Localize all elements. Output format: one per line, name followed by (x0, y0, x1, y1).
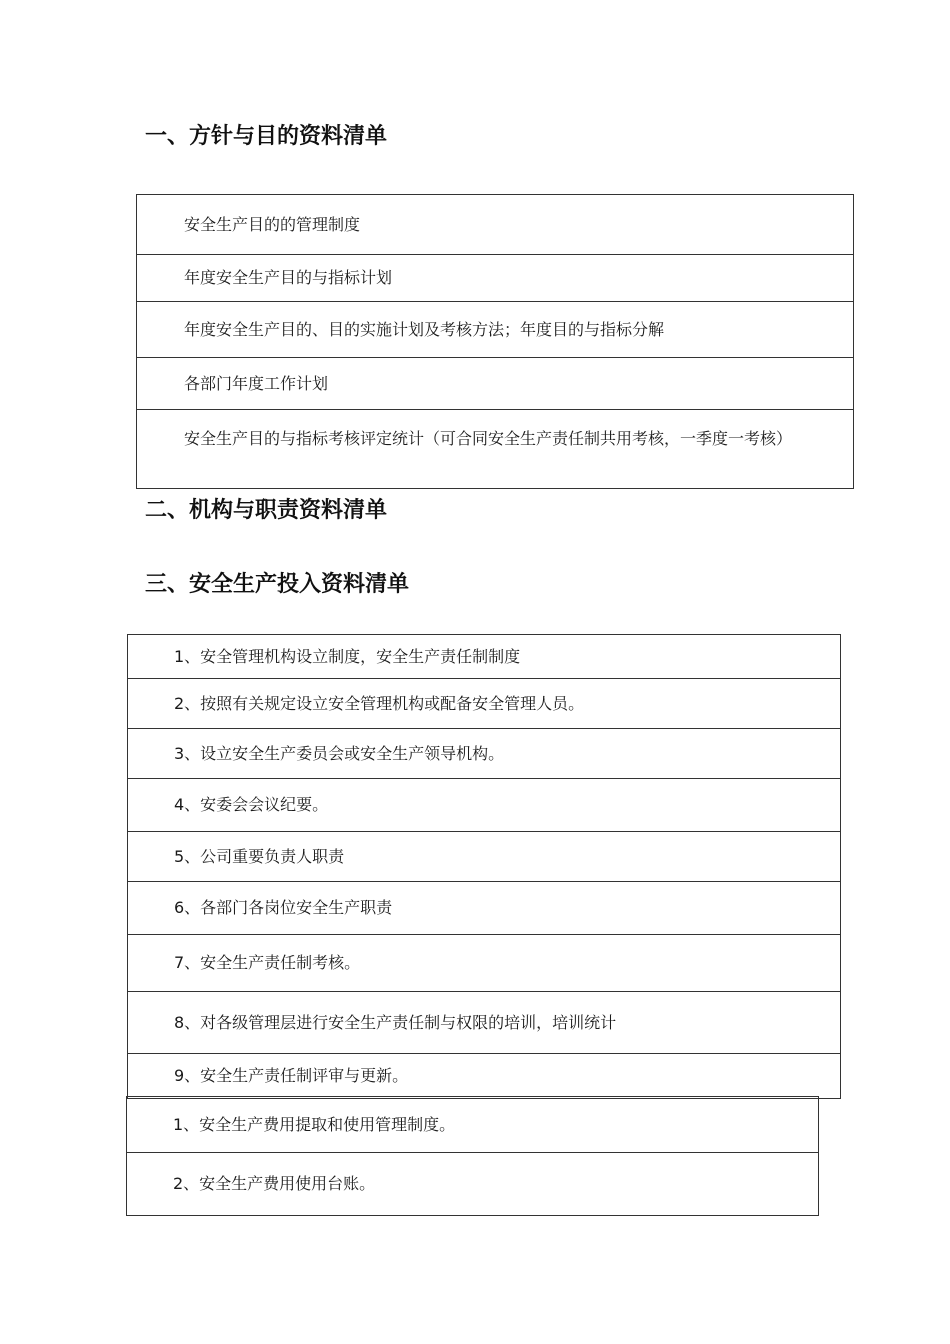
table-row: 8、对各级管理层进行安全生产责任制与权限的培训，培训统计 (128, 992, 840, 1054)
table-row: 2、安全生产费用使用台账。 (173, 1174, 376, 1193)
table-row: 2、按照有关规定设立安全管理机构或配备安全管理人员。 (128, 679, 840, 729)
table-row: 9、安全生产责任制评审与更新。 (174, 1066, 409, 1085)
table-row: 年度安全生产目的与指标计划 (137, 255, 853, 302)
table-row: 1、安全生产费用提取和使用管理制度。 (127, 1097, 818, 1153)
table-row: 5、公司重要负责人职责 (128, 832, 840, 882)
table-row: 1、安全管理机构设立制度，安全生产责任制制度 (128, 635, 840, 679)
table-row: 各部门年度工作计划 (137, 358, 853, 410)
section-3-title: 三、安全生产投入资料清单 (145, 572, 410, 597)
safety-investment-table (126, 1096, 819, 1216)
section-1-title: 一、方针与目的资料清单 (145, 124, 388, 149)
policy-objectives-table (136, 194, 854, 489)
table-row: 年度安全生产目的、目的实施计划及考核方法；年度目的与指标分解 (137, 302, 853, 358)
table-row: 安全生产目的的管理制度 (137, 195, 853, 255)
table-row: 7、安全生产责任制考核。 (128, 935, 840, 992)
table-row: 4、安委会会议纪要。 (128, 779, 840, 832)
section-2-title: 二、机构与职责资料清单 (145, 498, 388, 523)
table-row: 3、设立安全生产委员会或安全生产领导机构。 (128, 729, 840, 779)
table-row: 安全生产目的与指标考核评定统计（可合同安全生产责任制共用考核，一季度一考核） (184, 429, 793, 448)
table-row: 6、各部门各岗位安全生产职责 (128, 882, 840, 935)
organization-duties-table (127, 634, 841, 1099)
